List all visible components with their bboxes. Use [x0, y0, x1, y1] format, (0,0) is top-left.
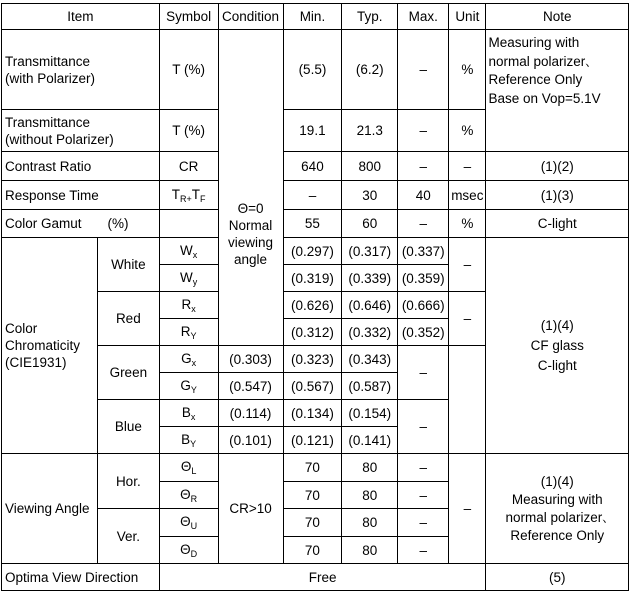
item-line: Transmittance: [5, 53, 91, 69]
typ-cell: (0.646): [342, 292, 398, 319]
sym-main: B: [181, 431, 191, 447]
typ-cell: (0.121): [283, 427, 342, 454]
sym-sub: y: [192, 276, 198, 287]
max-cell: –: [398, 210, 449, 238]
sym-main: T: [171, 186, 181, 202]
transmittance-nopol-item: [2, 110, 160, 152]
symbol-cell: [159, 346, 218, 373]
typ-cell: 30: [342, 181, 398, 210]
table-row: [2, 30, 629, 110]
max-cell: (0.352): [398, 319, 449, 346]
transmittance-note: [486, 30, 629, 152]
max-cell: –: [398, 509, 449, 537]
symbol-cell: [159, 509, 218, 537]
max-cell: –: [398, 537, 449, 564]
sym-main: G: [180, 377, 191, 393]
sym-main: B: [181, 404, 191, 420]
gamut-item: [2, 210, 160, 238]
typ-cell: 80: [342, 537, 398, 564]
color-label-green: Green: [97, 346, 159, 400]
chromaticity-note: [486, 238, 629, 454]
unit-cell: –: [398, 346, 449, 400]
note-line: Measuring with: [511, 491, 603, 507]
note-line: Reference Only: [488, 72, 583, 87]
note-line: CF glass: [530, 337, 584, 353]
sym-sub: R: [190, 493, 198, 504]
condition-line: Normal: [228, 218, 273, 233]
max-cell: –: [398, 454, 449, 482]
min-cell: 19.1: [283, 110, 342, 152]
max-cell: (0.154): [342, 400, 398, 427]
unit-cell: %: [449, 30, 486, 110]
transmittance-pol-item: [2, 30, 160, 110]
min-cell: (0.319): [283, 265, 342, 292]
note-line: Base on Vop=5.1V: [488, 90, 601, 106]
symbol-cell: [159, 482, 218, 509]
min-cell: 55: [283, 210, 342, 238]
unit-cell: %: [449, 110, 486, 152]
table-row: [2, 152, 629, 181]
max-cell: (0.666): [398, 292, 449, 319]
max-cell: (0.587): [342, 373, 398, 400]
sym-sub: x: [191, 357, 197, 368]
response-item: Response Time: [2, 181, 160, 210]
symbol-cell: [159, 210, 218, 238]
table-row: [2, 238, 629, 265]
item-line: (CIE1931): [5, 355, 67, 370]
viewing-note: [486, 454, 629, 564]
min-cell: (0.626): [283, 292, 342, 319]
max-cell: –: [398, 482, 449, 509]
color-label-red: Red: [97, 292, 159, 346]
min-cell: 640: [283, 152, 342, 181]
max-cell: –: [398, 30, 449, 110]
max-cell: (0.359): [398, 265, 449, 292]
min-cell: (0.312): [283, 319, 342, 346]
table-row: [2, 564, 629, 591]
min-cell: (5.5): [283, 30, 342, 110]
header-typ: Typ.: [342, 4, 398, 30]
symbol-cell: [159, 319, 218, 346]
sym-sub: U: [190, 521, 198, 531]
max-cell: –: [398, 152, 449, 181]
typ-cell: 21.3: [342, 110, 398, 152]
max-cell: (0.337): [398, 238, 449, 265]
unit-cell: –: [449, 152, 486, 181]
gamut-pct: (%): [107, 216, 129, 231]
response-symbol: [159, 181, 218, 210]
typ-cell: (0.339): [342, 265, 398, 292]
typ-cell: (0.323): [283, 346, 342, 373]
sym-main: W: [180, 242, 193, 258]
sym-main: Θ: [180, 514, 191, 529]
item-line: Chromaticity: [5, 338, 81, 353]
chromaticity-item: [2, 238, 98, 454]
min-cell: (0.101): [218, 427, 283, 454]
optical-spec-table: [1, 3, 629, 591]
sym-main: T: [191, 186, 201, 202]
symbol-cell: [159, 427, 218, 454]
table-row: [2, 454, 629, 482]
header-item: Item: [2, 4, 160, 30]
symbol-cell: [159, 238, 218, 265]
min-cell: –: [283, 181, 342, 210]
sym-plus: +: [186, 193, 192, 204]
typ-cell: 800: [342, 152, 398, 181]
min-cell: 70: [283, 482, 342, 509]
min-cell: (0.303): [218, 346, 283, 373]
item-line: (without Polarizer): [5, 131, 114, 147]
note-line: Reference Only: [510, 527, 605, 543]
header-symbol: Symbol: [159, 4, 218, 30]
symbol-cell: [159, 292, 218, 319]
note-cell: (1)(2): [486, 152, 629, 181]
viewing-ver: Ver.: [97, 509, 159, 564]
sym-main: Θ: [180, 541, 191, 557]
typ-cell: 80: [342, 509, 398, 537]
typ-cell: 60: [342, 210, 398, 238]
sym-sub: Y: [190, 330, 197, 341]
sym-sub: x: [190, 411, 196, 422]
unit-cell: –: [449, 238, 486, 292]
header-unit: Unit: [449, 4, 486, 30]
typ-cell: (0.567): [283, 373, 342, 400]
table-row: [2, 210, 629, 238]
header-min: Min.: [283, 4, 342, 30]
typ-cell: 80: [342, 482, 398, 509]
typ-cell: 80: [342, 454, 398, 482]
typ-cell: (0.317): [342, 238, 398, 265]
max-cell: –: [398, 110, 449, 152]
typ-cell: (0.134): [283, 400, 342, 427]
viewing-hor: Hor.: [97, 454, 159, 509]
sym-sub: x: [191, 303, 196, 314]
gamut-label: Color Gamut: [5, 216, 82, 231]
sym-main: R: [180, 323, 191, 339]
condition-line: Θ=0: [237, 201, 264, 216]
symbol-cell: T (%): [159, 30, 218, 110]
note-line: (1)(4): [540, 317, 574, 333]
color-label-white: White: [97, 238, 159, 292]
note-line: normal polarizer､: [488, 53, 592, 69]
header-row: [2, 4, 629, 30]
optima-value: Free: [159, 564, 486, 591]
note-line: Measuring with: [488, 35, 580, 50]
unit-cell: msec: [449, 181, 486, 210]
unit-cell: %: [449, 210, 486, 238]
header-condition: Condition: [218, 4, 283, 30]
max-cell: (0.141): [342, 427, 398, 454]
item-line: Transmittance: [5, 114, 91, 130]
note-cell: (1)(3): [486, 181, 629, 210]
viewing-condition: CR>10: [218, 454, 283, 564]
note-line: C-light: [537, 357, 577, 373]
note-cell: C-light: [486, 210, 629, 238]
item-line: Color: [5, 321, 38, 336]
typ-cell: (0.332): [342, 319, 398, 346]
min-cell: (0.297): [283, 238, 342, 265]
typ-cell: (6.2): [342, 30, 398, 110]
item-line: (with Polarizer): [5, 70, 96, 86]
min-cell: 70: [283, 537, 342, 564]
condition-line: viewing: [228, 235, 274, 250]
symbol-cell: [159, 454, 218, 482]
symbol-cell: [159, 537, 218, 564]
table-row: [2, 181, 629, 210]
symbol-cell: [159, 400, 218, 427]
min-cell: (0.114): [218, 400, 283, 427]
min-cell: 70: [283, 454, 342, 482]
sym-main: W: [180, 269, 193, 285]
sym-sub: F: [200, 193, 206, 204]
contrast-item: Contrast Ratio: [2, 152, 160, 181]
sym-sub: D: [190, 548, 198, 559]
min-cell: (0.547): [218, 373, 283, 400]
header-max: Max.: [398, 4, 449, 30]
sym-sub: x: [192, 249, 198, 260]
unit-cell: –: [449, 454, 486, 564]
sym-main: Θ: [180, 459, 192, 474]
symbol-cell: [159, 373, 218, 400]
color-label-blue: Blue: [97, 400, 159, 454]
unit-cell: –: [449, 292, 486, 346]
sym-sub: L: [191, 466, 197, 476]
max-cell: (0.343): [342, 346, 398, 373]
sym-sub: Y: [190, 438, 197, 449]
header-note: Note: [486, 4, 629, 30]
condition-shared: [218, 30, 283, 346]
min-cell: 70: [283, 509, 342, 537]
viewing-item: Viewing Angle: [2, 454, 98, 564]
symbol-cell: CR: [159, 152, 218, 181]
note-line: (1)(4): [540, 473, 574, 489]
sym-sub: Y: [190, 384, 197, 395]
note-cell: (5): [486, 564, 629, 591]
sym-main: Θ: [180, 486, 191, 502]
symbol-cell: T (%): [159, 110, 218, 152]
sym-sub: R: [180, 193, 187, 204]
note-line: normal polarizer､: [505, 509, 609, 525]
condition-line: angle: [234, 252, 268, 267]
max-cell: 40: [398, 181, 449, 210]
symbol-cell: [159, 265, 218, 292]
unit-cell: –: [398, 400, 449, 454]
sym-main: R: [181, 296, 192, 312]
optima-item: Optima View Direction: [2, 564, 160, 591]
sym-main: G: [181, 350, 192, 366]
